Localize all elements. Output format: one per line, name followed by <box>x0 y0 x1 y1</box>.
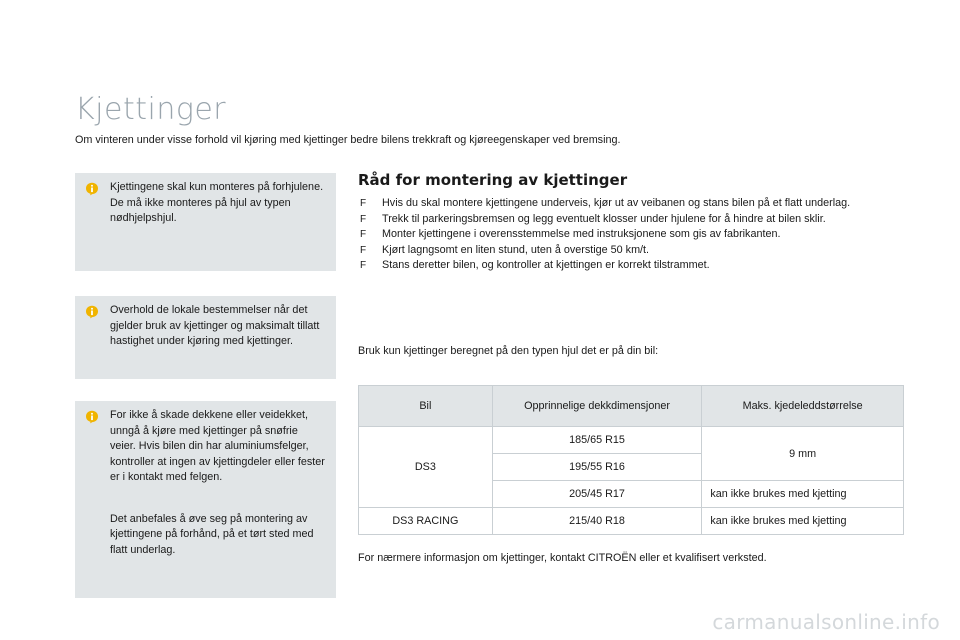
bullet-icon: F <box>360 244 367 256</box>
info-icon <box>85 410 99 424</box>
list-item <box>360 243 905 259</box>
step-text: Hvis du skal montere kjettingene underveis, kjør ut av veibanen og stans bilen på et flatt underlag. <box>382 197 851 209</box>
table-cell: kan ikke brukes med kjetting <box>702 508 904 535</box>
info-box-tyre-damage <box>75 401 336 598</box>
table-header-cell: Bil <box>359 386 493 427</box>
mounting-steps-list <box>360 196 905 274</box>
info-box-text: For ikke å skade dekkene eller veidekket, unngå å kjøre med kjettinger på snøfrie veier. Hvis bilen din har aluminiumsfelger, kontroller at ingen av kjettingdeler eller fester er i kontakt med felgen. <box>110 409 325 483</box>
list-item <box>360 258 905 274</box>
table-row <box>359 427 904 454</box>
section-heading: Råd for montering av kjettinger <box>358 171 628 189</box>
step-text: Kjørt lagngsomt en liten stund, uten å overstige 50 km/t. <box>382 243 650 256</box>
list-item <box>360 212 905 228</box>
bullet-icon: F <box>360 198 367 209</box>
list-item <box>360 227 905 243</box>
watermark: carmanualsonline.info <box>712 610 940 634</box>
info-icon <box>85 182 99 196</box>
page-title: Kjettinger <box>75 92 227 127</box>
table-cell: DS3 RACING <box>359 508 493 535</box>
table-cell: 215/40 R18 <box>492 508 702 535</box>
step-text: Monter kjettingene i overensstemmelse med instruksjonene som gis av fabrikanten. <box>382 228 781 240</box>
table-cell: 205/45 R17 <box>492 481 702 508</box>
info-box-front-wheels <box>75 173 336 271</box>
bullet-icon: F <box>360 213 367 225</box>
table-cell: 9 mm <box>702 427 904 481</box>
step-text: Stans deretter bilen, og kontroller at kjettingen er korrekt tilstrammet. <box>382 259 710 271</box>
intro-text: Om vinteren under visse forhold vil kjøring med kjettinger bedre bilens trekkraft og kjøreegenskaper ved bremsing. <box>75 134 621 146</box>
bullet-icon: F <box>360 260 367 271</box>
table-header-row <box>359 386 904 427</box>
step-text: Trekk til parkeringsbremsen og legg eventuelt klosser under hjulene for å hindre at bilen sklir. <box>382 212 826 225</box>
list-item <box>360 196 905 212</box>
info-box-local-rules <box>75 296 336 379</box>
table-cell: 195/55 R16 <box>492 454 702 481</box>
table-cell: kan ikke brukes med kjetting <box>702 481 904 508</box>
table-header-cell: Maks. kjedeleddstørrelse <box>702 386 904 427</box>
info-box-text: Kjettingene skal kun monteres på forhjulene. De må ikke monteres på hjul av typen nødhjelpshjul. <box>110 181 324 224</box>
table-cell: DS3 <box>359 427 493 508</box>
info-icon <box>85 305 99 319</box>
footer-note: For nærmere informasjon om kjettinger, kontakt CITROËN eller et kvalifisert verksted. <box>358 552 767 564</box>
table-cell: 185/65 R15 <box>492 427 702 454</box>
info-box-text: Overhold de lokale bestemmelser når det gjelder bruk av kjettinger og maksimalt tillatt hastighet under kjøring med kjettinger. <box>110 304 320 347</box>
table-row <box>359 508 904 535</box>
table-intro: Bruk kun kjettinger beregnet på den typen hjul det er på din bil: <box>358 345 659 357</box>
table-header-cell: Opprinnelige dekkdimensjoner <box>492 386 702 427</box>
bullet-icon: F <box>360 229 367 240</box>
chain-size-table <box>358 385 904 535</box>
info-box-text: Det anbefales å øve seg på montering av kjettingene på forhånd, på et tørt sted med flatt underlag. <box>110 512 314 556</box>
